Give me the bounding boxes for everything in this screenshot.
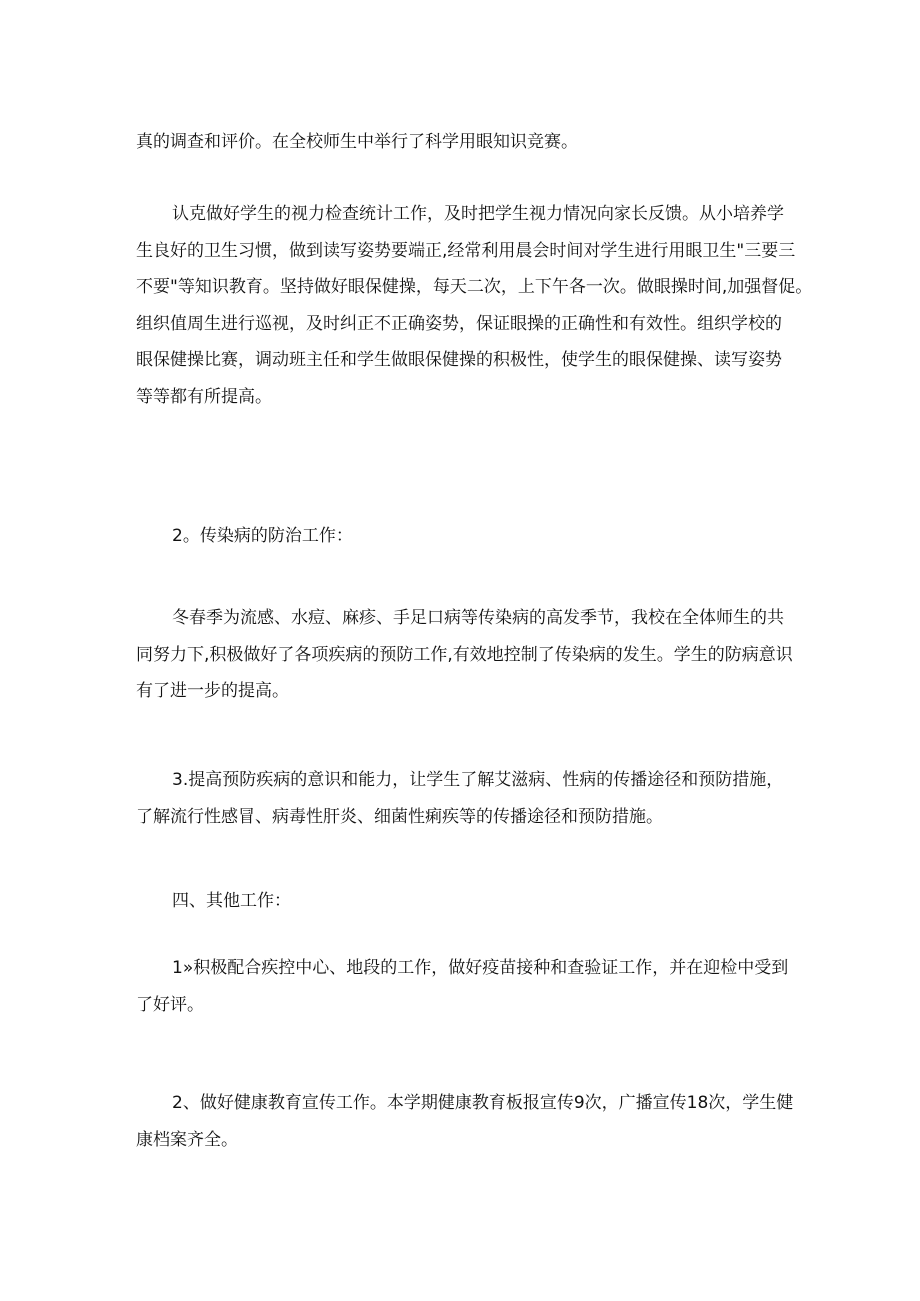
text-line: 2。传染病的防治工作： — [172, 526, 353, 546]
paragraph-infectious-prevention — [136, 600, 796, 710]
text-line: 康档案齐全。 — [136, 1129, 238, 1150]
paragraph-cdc-cooperation — [136, 950, 796, 1023]
text-line: 眼保健操比赛，调动班主任和学生做眼保健操的积极性，使学生的眼保健操、读写姿势 — [136, 350, 782, 370]
text-line: 3.提高预防疾病的意识和能力，让学生了解艾滋病、性病的传播途径和预防措施， — [172, 770, 784, 790]
heading-other-work — [136, 883, 796, 920]
text-line: 四、其他工作： — [172, 891, 291, 911]
paragraph-eye-knowledge-contest — [136, 124, 796, 161]
text-line: 认克做好学生的视力检查统计工作，及时把学生视力情况向家长反馈。从小培养学 — [172, 204, 784, 224]
text-line: 1»积极配合疾控中心、地段的工作，做好疫苗接种和查验证工作，并在迎检中受到 — [172, 958, 789, 978]
text-line: 组织值周生进行巡视，及时纠正不正确姿势，保证眼操的正确性和有效性。组织学校的 — [136, 313, 782, 334]
paragraph-disease-awareness — [136, 762, 796, 835]
text-line: 同努力下,积极做好了各项疾病的预防工作,有效地控制了传染病的发生。学生的防病意识 — [136, 644, 793, 665]
text-line: 等等都有所提高。 — [136, 386, 272, 407]
text-line: 真的调查和评价。在全校师生中举行了科学用眼知识竞赛。 — [136, 132, 578, 152]
text-line: 生良好的卫生习惯，做到读写姿势要端正,经常利用晨会时间对学生进行用眼卫生"三要三 — [136, 240, 796, 261]
text-line: 了好评。 — [136, 994, 204, 1015]
text-line: 有了进一步的提高。 — [136, 681, 289, 701]
paragraph-health-education — [136, 1085, 796, 1158]
text-line: 不要"等知识教育。坚持做好眼保健操，每天二次，上下午各一次。做眼操时间,加强督促。 — [136, 277, 813, 297]
text-line: 了解流行性感冒、病毒性肝炎、细菌性痢疾等的传播途径和预防措施。 — [136, 806, 663, 827]
text-line: 2、做好健康教育宣传工作。本学期健康教育板报宣传9次，广播宣传18次，学生健 — [172, 1093, 794, 1113]
heading-infectious-disease — [136, 518, 796, 555]
text-line: 冬春季为流感、水痘、麻疹、手足口病等传染病的高发季节，我校在全体师生的共 — [172, 608, 784, 628]
paragraph-vision-check — [136, 196, 813, 415]
